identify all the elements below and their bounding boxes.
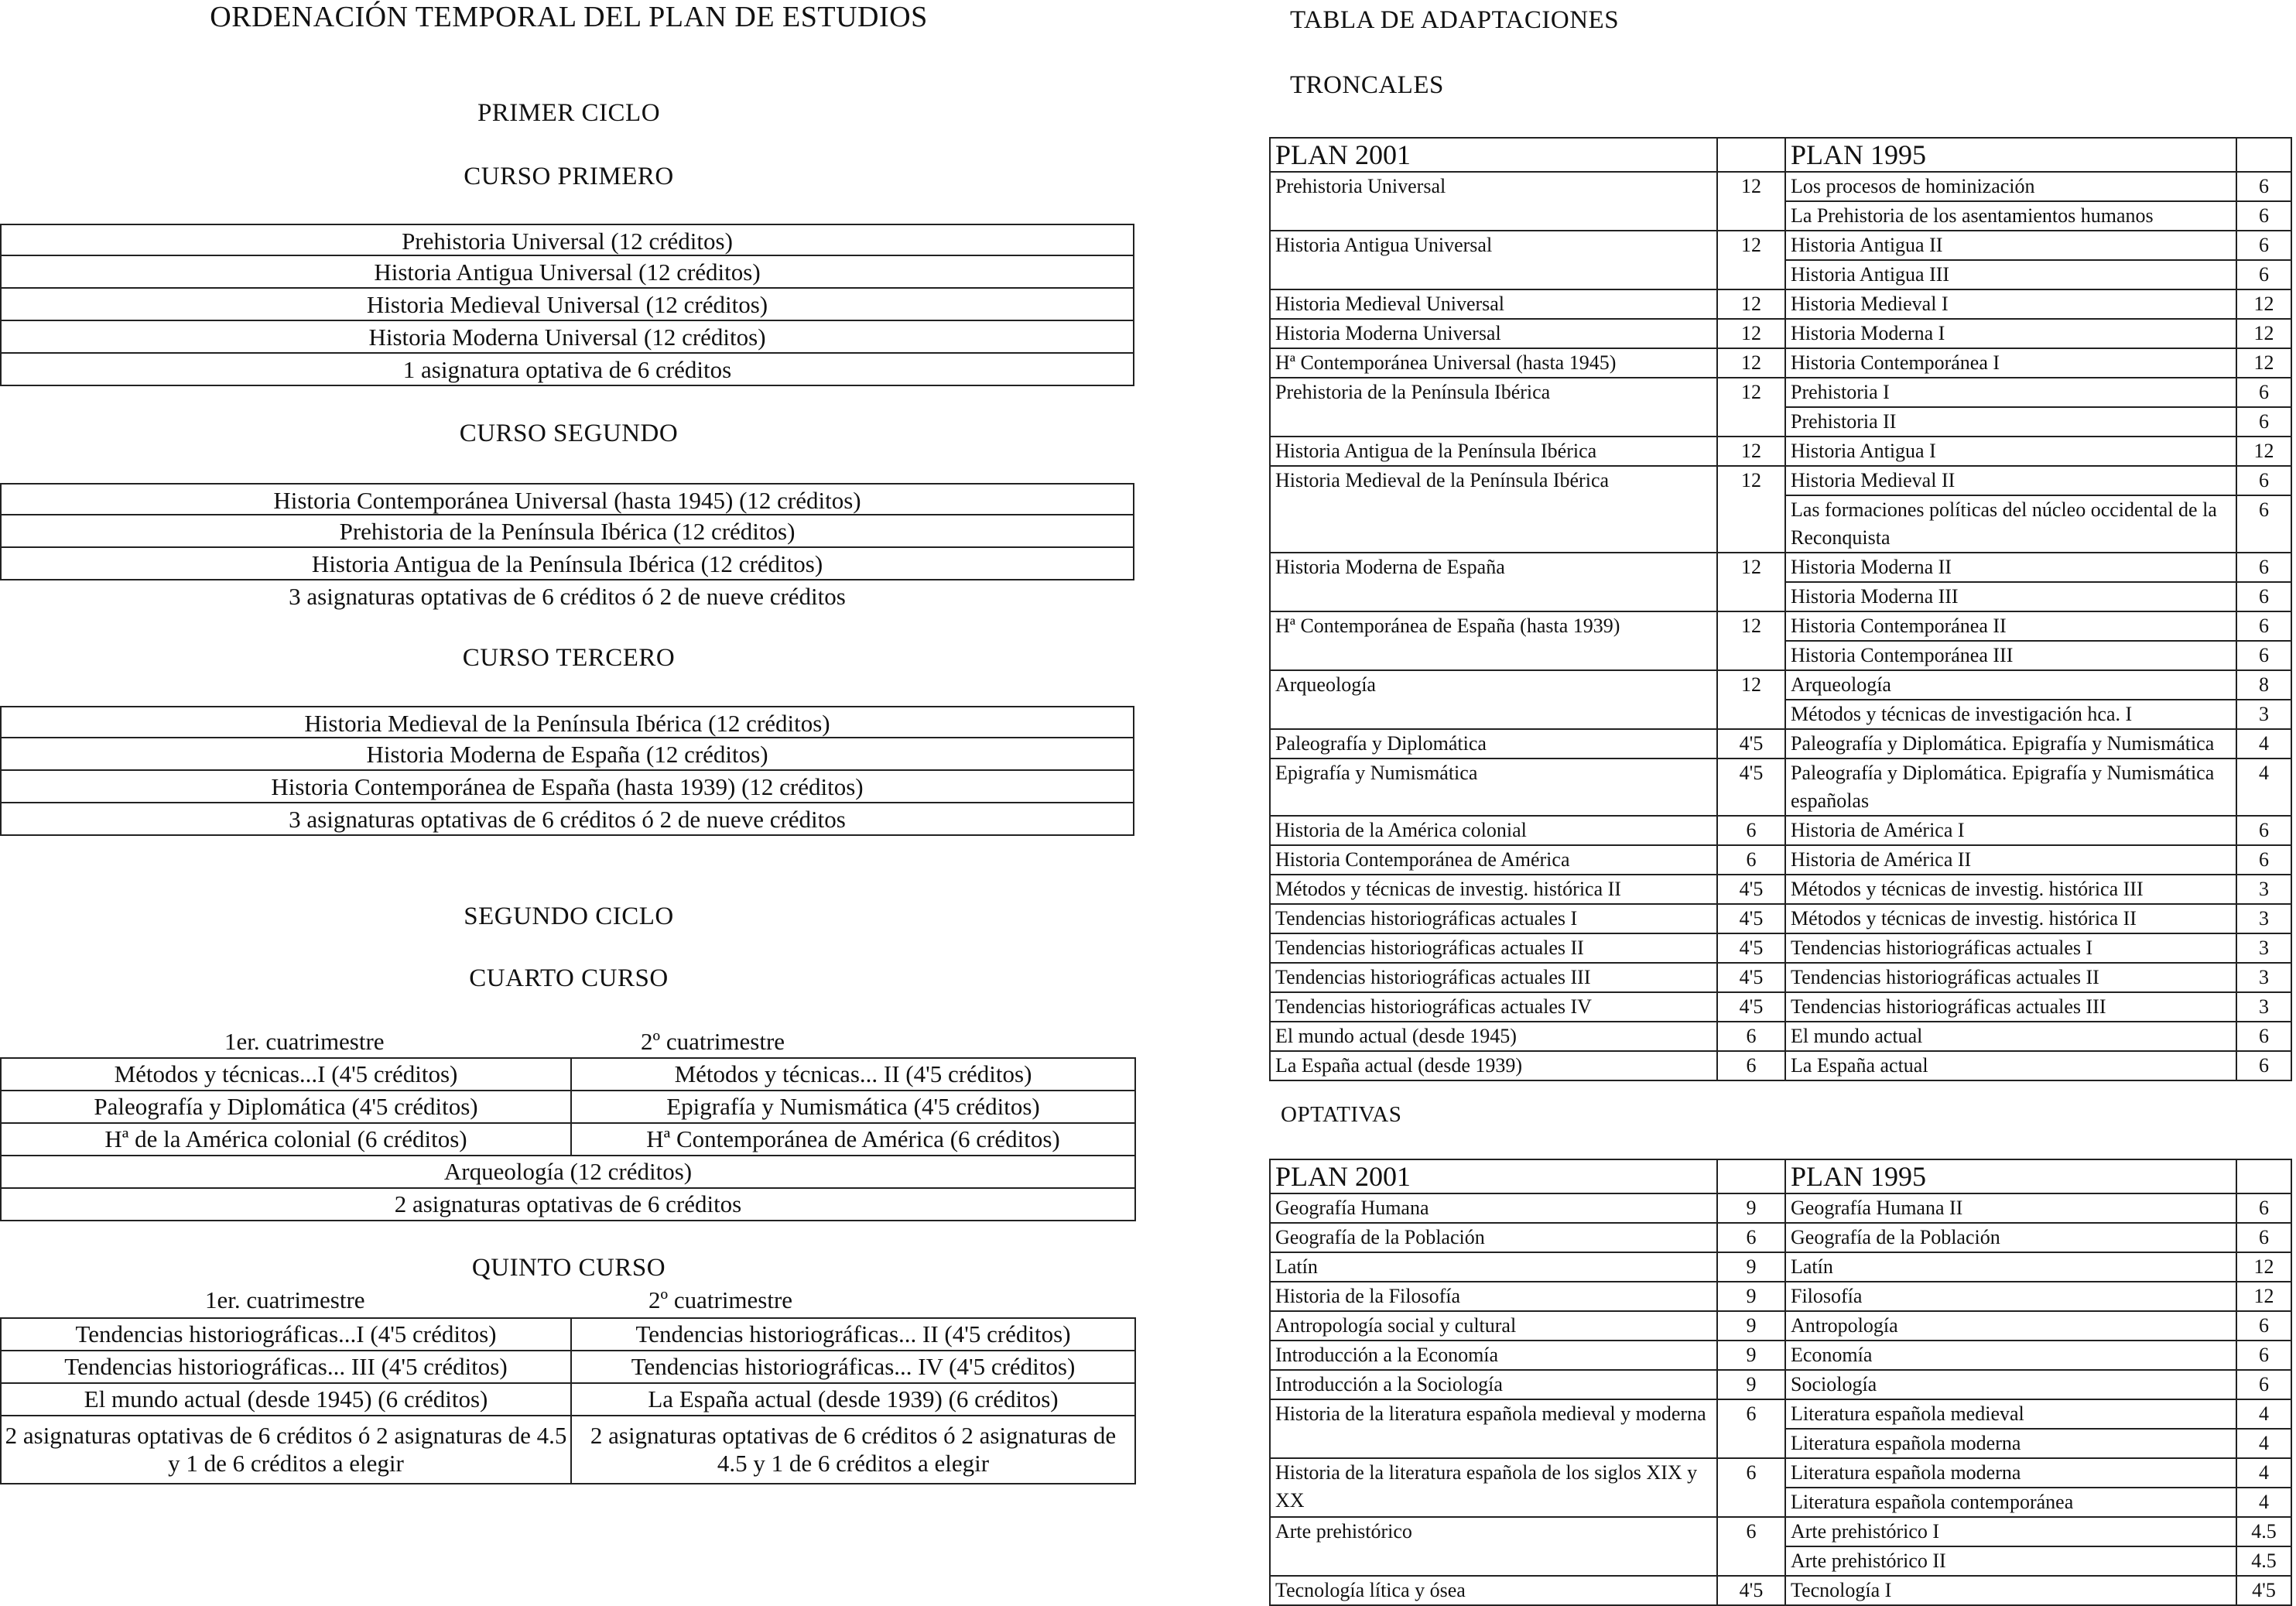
plan-2001-credits: 4'5 [1717, 992, 1785, 1022]
table-row [1270, 1458, 2291, 1488]
table-row [1, 1123, 1135, 1156]
plan-1995-credits: 12 [2236, 319, 2291, 348]
plan-2001-credits: 4'5 [1717, 1576, 1785, 1605]
plan-2001-credits: 4'5 [1717, 758, 1785, 816]
table-row [1270, 1193, 2291, 1223]
plan-1995-subject: Las formaciones políticas del núcleo occidental de la Reconquista [1785, 495, 2236, 553]
plan-2001-credits: 6 [1717, 1399, 1785, 1458]
plan-2001-credits: 12 [1717, 466, 1785, 553]
plan-1995-credits: 6 [2236, 1193, 2291, 1223]
course-row: Prehistoria de la Península Ibérica (12 créditos) [0, 515, 1134, 548]
plan-1995-subject: Paleografía y Diplomática. Epigrafía y Numismática españolas [1785, 758, 2236, 816]
table-row [1270, 348, 2291, 378]
plan-1995-credits: 4 [2236, 758, 2291, 816]
second-semester-label: 2º cuatrimestre [648, 1286, 793, 1313]
plan-1995-credits: 4.5 [2236, 1546, 2291, 1576]
plan-2001-subject: Paleografía y Diplomática [1270, 729, 1717, 758]
plan-1995-subject: Métodos y técnicas de investig. histórica III [1785, 875, 2236, 904]
course-cell: La España actual (desde 1939) (6 créditos) [571, 1383, 1135, 1416]
plan-1995-subject: Filosofía [1785, 1282, 2236, 1311]
plan-1995-credits: 6 [2236, 231, 2291, 260]
table-row [1270, 1576, 2291, 1605]
plan-2001-subject: El mundo actual (desde 1945) [1270, 1022, 1717, 1051]
course-row: Historia Medieval Universal (12 créditos) [0, 289, 1134, 321]
table-row [1270, 1370, 2291, 1399]
plan-2001-credits: 4'5 [1717, 875, 1785, 904]
plan-1995-credits: 6 [2236, 816, 2291, 845]
troncales-heading: TRONCALES [1290, 71, 1444, 99]
table-row [1, 1318, 1135, 1351]
course-note: 3 asignaturas optativas de 6 créditos ó 2 de nueve créditos [289, 583, 846, 610]
plan-1995-header: PLAN 1995 [1785, 1159, 2236, 1193]
course-row: Prehistoria Universal (12 créditos) [0, 224, 1134, 256]
table-row [1270, 933, 2291, 963]
plan-1995-credits: 4.5 [2236, 1517, 2291, 1546]
plan-2001-subject: Tendencias historiográficas actuales I [1270, 904, 1717, 933]
plan-1995-credits: 6 [2236, 1223, 2291, 1252]
table-row [1270, 1517, 2291, 1546]
plan-2001-subject: Historia Antigua Universal [1270, 231, 1717, 289]
table-row [1270, 816, 2291, 845]
table-row [1, 1416, 1135, 1484]
plan-1995-subject: Historia de América I [1785, 816, 2236, 845]
plan-1995-credits: 3 [2236, 992, 2291, 1022]
table-row [1270, 437, 2291, 466]
plan-1995-subject: La Prehistoria de los asentamientos humanos [1785, 201, 2236, 231]
plan-2001-subject: Historia Moderna Universal [1270, 319, 1717, 348]
plan-1995-credits: 12 [2236, 348, 2291, 378]
plan-1995-subject: Historia Moderna II [1785, 553, 2236, 582]
table-row [1270, 1311, 2291, 1341]
plan-2001-credits: 4'5 [1717, 904, 1785, 933]
plan-1995-subject: Sociología [1785, 1370, 2236, 1399]
plan-1995-credits: 6 [2236, 407, 2291, 437]
table-row [1270, 875, 2291, 904]
curso-primero-heading: CURSO PRIMERO [464, 163, 674, 190]
plan-2001-subject: Historia Contemporánea de América [1270, 845, 1717, 875]
plan-2001-credits: 12 [1717, 670, 1785, 729]
plan-2001-subject: Geografía Humana [1270, 1193, 1717, 1223]
course-cell: Arqueología (12 créditos) [1, 1156, 1135, 1188]
first-semester-label: 1er. cuatrimestre [224, 1028, 385, 1055]
course-row: Historia Antigua Universal (12 créditos) [0, 256, 1134, 289]
plan-2001-credits: 12 [1717, 348, 1785, 378]
cuarto-curso-heading: CUARTO CURSO [469, 964, 669, 992]
plan-2001-subject: Historia de la Filosofía [1270, 1282, 1717, 1311]
plan-1995-subject: Literatura española contemporánea [1785, 1488, 2236, 1517]
plan-1995-credits: 6 [2236, 260, 2291, 289]
plan-1995-credits: 12 [2236, 1252, 2291, 1282]
plan-2001-header: PLAN 2001 [1270, 138, 1717, 172]
credits-header [2236, 138, 2291, 172]
plan-1995-credits: 3 [2236, 933, 2291, 963]
plan-2001-credits: 12 [1717, 437, 1785, 466]
table-row [1270, 1223, 2291, 1252]
plan-1995-credits: 6 [2236, 466, 2291, 495]
plan-2001-subject: Tendencias historiográficas actuales III [1270, 963, 1717, 992]
plan-1995-subject: Literatura española moderna [1785, 1458, 2236, 1488]
course-cell: 2 asignaturas optativas de 6 créditos [1, 1188, 1135, 1221]
table-row [1270, 611, 2291, 641]
plan-2001-subject: Arte prehistórico [1270, 1517, 1717, 1576]
plan-1995-credits: 6 [2236, 641, 2291, 670]
plan-2001-subject: Hª Contemporánea Universal (hasta 1945) [1270, 348, 1717, 378]
plan-2001-credits: 6 [1717, 845, 1785, 875]
plan-1995-subject: Los procesos de hominización [1785, 172, 2236, 201]
plan-1995-credits: 12 [2236, 437, 2291, 466]
plan-2001-subject: Tecnología lítica y ósea [1270, 1576, 1717, 1605]
table-row [1, 1091, 1135, 1123]
plan-1995-credits: 6 [2236, 1370, 2291, 1399]
plan-1995-subject: Arte prehistórico II [1785, 1546, 2236, 1576]
plan-1995-credits: 3 [2236, 963, 2291, 992]
quinto-semester-labels [0, 1286, 1134, 1317]
table-row [1, 1351, 1135, 1383]
troncales-table [1269, 137, 2292, 1081]
table-row [1270, 729, 2291, 758]
table-row [1270, 1282, 2291, 1311]
plan-2001-subject: La España actual (desde 1939) [1270, 1051, 1717, 1080]
plan-2001-subject: Historia de la América colonial [1270, 816, 1717, 845]
table-header-row [1270, 138, 2291, 172]
table-row [1270, 1022, 2291, 1051]
course-row: Historia Moderna de España (12 créditos) [0, 738, 1134, 771]
table-row [1270, 466, 2291, 495]
plan-2001-subject: Introducción a la Economía [1270, 1341, 1717, 1370]
credits-header [1717, 1159, 1785, 1193]
plan-1995-credits: 4 [2236, 1488, 2291, 1517]
curso-primero-table [0, 224, 1134, 386]
study-plan-column [0, 0, 1138, 1600]
course-cell: Tendencias historiográficas... III (4'5 créditos) [1, 1351, 571, 1383]
plan-2001-subject: Tendencias historiográficas actuales IV [1270, 992, 1717, 1022]
plan-2001-credits: 9 [1717, 1193, 1785, 1223]
table-row [1270, 1341, 2291, 1370]
course-row: Historia Contemporánea de España (hasta 1939) (12 créditos) [0, 771, 1134, 803]
plan-1995-subject: Prehistoria I [1785, 378, 2236, 407]
course-row: 3 asignaturas optativas de 6 créditos ó 2 de nueve créditos [0, 803, 1134, 836]
plan-2001-subject: Historia Medieval de la Península Ibérica [1270, 466, 1717, 553]
study-plan-title: ORDENACIÓN TEMPORAL DEL PLAN DE ESTUDIOS [210, 1, 928, 33]
course-cell: Tendencias historiográficas... II (4'5 créditos) [571, 1318, 1135, 1351]
plan-2001-credits: 12 [1717, 319, 1785, 348]
plan-1995-credits: 6 [2236, 172, 2291, 201]
table-row [1270, 758, 2291, 816]
plan-2001-credits: 4'5 [1717, 729, 1785, 758]
table-row [1, 1383, 1135, 1416]
table-row [1, 1188, 1135, 1221]
plan-1995-subject: Prehistoria II [1785, 407, 2236, 437]
table-row [1270, 845, 2291, 875]
first-semester-label: 1er. cuatrimestre [205, 1286, 365, 1313]
plan-1995-credits: 4'5 [2236, 1576, 2291, 1605]
plan-1995-credits: 6 [2236, 1051, 2291, 1080]
plan-1995-subject: Tendencias historiográficas actuales II [1785, 963, 2236, 992]
quinto-curso-table [0, 1317, 1136, 1484]
course-cell: Epigrafía y Numismática (4'5 créditos) [571, 1091, 1135, 1123]
course-cell: Métodos y técnicas... II (4'5 créditos) [571, 1058, 1135, 1091]
plan-2001-subject: Hª Contemporánea de España (hasta 1939) [1270, 611, 1717, 670]
course-row: Historia Moderna Universal (12 créditos) [0, 321, 1134, 354]
plan-2001-credits: 12 [1717, 378, 1785, 437]
plan-2001-subject: Geografía de la Población [1270, 1223, 1717, 1252]
plan-1995-subject: Historia Antigua III [1785, 260, 2236, 289]
plan-1995-credits: 6 [2236, 611, 2291, 641]
course-cell: El mundo actual (desde 1945) (6 créditos) [1, 1383, 571, 1416]
plan-2001-subject: Epigrafía y Numismática [1270, 758, 1717, 816]
plan-2001-credits: 9 [1717, 1341, 1785, 1370]
plan-1995-subject: Historia Contemporánea III [1785, 641, 2236, 670]
plan-1995-subject: La España actual [1785, 1051, 2236, 1080]
course-row: Historia Medieval de la Península Ibérica (12 créditos) [0, 706, 1134, 738]
course-cell: Tendencias historiográficas...I (4'5 créditos) [1, 1318, 571, 1351]
credits-header [2236, 1159, 2291, 1193]
plan-2001-credits: 12 [1717, 289, 1785, 319]
plan-2001-subject: Arqueología [1270, 670, 1717, 729]
plan-1995-credits: 6 [2236, 582, 2291, 611]
table-row [1, 1058, 1135, 1091]
plan-1995-credits: 8 [2236, 670, 2291, 700]
table-row [1270, 1399, 2291, 1429]
plan-2001-subject: Prehistoria de la Península Ibérica [1270, 378, 1717, 437]
plan-2001-credits: 9 [1717, 1311, 1785, 1341]
plan-1995-credits: 6 [2236, 1022, 2291, 1051]
table-row [1270, 231, 2291, 260]
plan-2001-credits: 6 [1717, 1022, 1785, 1051]
plan-1995-credits: 6 [2236, 553, 2291, 582]
plan-2001-subject: Introducción a la Sociología [1270, 1370, 1717, 1399]
plan-1995-credits: 4 [2236, 1458, 2291, 1488]
plan-2001-credits: 6 [1717, 1051, 1785, 1080]
plan-1995-subject: Tecnología I [1785, 1576, 2236, 1605]
plan-2001-credits: 12 [1717, 172, 1785, 231]
plan-2001-credits: 9 [1717, 1252, 1785, 1282]
plan-1995-subject: Economía [1785, 1341, 2236, 1370]
plan-2001-subject: Historia Antigua de la Península Ibérica [1270, 437, 1717, 466]
plan-1995-credits: 6 [2236, 378, 2291, 407]
plan-1995-subject: Historia Contemporánea II [1785, 611, 2236, 641]
plan-2001-subject: Historia de la literatura española medieval y moderna [1270, 1399, 1717, 1458]
plan-1995-subject: Historia Moderna I [1785, 319, 2236, 348]
plan-2001-credits: 6 [1717, 1458, 1785, 1517]
plan-2001-credits: 4'5 [1717, 963, 1785, 992]
plan-2001-credits: 9 [1717, 1370, 1785, 1399]
table-row [1270, 289, 2291, 319]
plan-1995-subject: Geografía de la Población [1785, 1223, 2236, 1252]
plan-1995-subject: Métodos y técnicas de investig. histórica II [1785, 904, 2236, 933]
table-row [1270, 172, 2291, 201]
plan-1995-subject: El mundo actual [1785, 1022, 2236, 1051]
plan-1995-credits: 6 [2236, 1311, 2291, 1341]
plan-2001-credits: 6 [1717, 1517, 1785, 1576]
plan-2001-subject: Antropología social y cultural [1270, 1311, 1717, 1341]
table-row [1270, 319, 2291, 348]
plan-1995-subject: Historia Antigua II [1785, 231, 2236, 260]
course-cell: Métodos y técnicas...I (4'5 créditos) [1, 1058, 571, 1091]
plan-2001-credits: 9 [1717, 1282, 1785, 1311]
table-row [1270, 904, 2291, 933]
credits-header [1717, 138, 1785, 172]
plan-1995-credits: 3 [2236, 904, 2291, 933]
table-row [1270, 992, 2291, 1022]
course-cell: 2 asignaturas optativas de 6 créditos ó 2 asignaturas de 4.5 y 1 de 6 créditos a elegir [571, 1416, 1135, 1484]
plan-2001-subject: Tendencias historiográficas actuales II [1270, 933, 1717, 963]
segundo-ciclo-heading: SEGUNDO CICLO [464, 902, 674, 930]
plan-2001-credits: 6 [1717, 816, 1785, 845]
table-row [1270, 553, 2291, 582]
plan-1995-subject: Tendencias historiográficas actuales I [1785, 933, 2236, 963]
optativas-table [1269, 1159, 2292, 1606]
course-cell: Hª de la América colonial (6 créditos) [1, 1123, 571, 1156]
course-cell: Tendencias historiográficas... IV (4'5 créditos) [571, 1351, 1135, 1383]
plan-1995-subject: Arte prehistórico I [1785, 1517, 2236, 1546]
plan-2001-header: PLAN 2001 [1270, 1159, 1717, 1193]
plan-2001-subject: Métodos y técnicas de investig. histórica II [1270, 875, 1717, 904]
plan-1995-credits: 3 [2236, 875, 2291, 904]
course-row: 1 asignatura optativa de 6 créditos [0, 354, 1134, 386]
course-cell: Hª Contemporánea de América (6 créditos) [571, 1123, 1135, 1156]
plan-1995-credits: 12 [2236, 1282, 2291, 1311]
course-cell: Paleografía y Diplomática (4'5 créditos) [1, 1091, 571, 1123]
plan-1995-subject: Historia de América II [1785, 845, 2236, 875]
plan-1995-credits: 6 [2236, 845, 2291, 875]
course-row: Historia Contemporánea Universal (hasta 1945) (12 créditos) [0, 483, 1134, 515]
plan-1995-subject: Tendencias historiográficas actuales III [1785, 992, 2236, 1022]
plan-1995-credits: 4 [2236, 729, 2291, 758]
adaptation-title: TABLA DE ADAPTACIONES [1290, 6, 1620, 34]
plan-1995-subject: Geografía Humana II [1785, 1193, 2236, 1223]
quinto-curso-heading: QUINTO CURSO [471, 1254, 666, 1282]
plan-2001-subject: Historia Moderna de España [1270, 553, 1717, 611]
plan-1995-subject: Historia Medieval II [1785, 466, 2236, 495]
second-semester-label: 2º cuatrimestre [641, 1028, 785, 1055]
curso-segundo-heading: CURSO SEGUNDO [459, 419, 679, 447]
plan-1995-credits: 6 [2236, 1341, 2291, 1370]
primer-ciclo-heading: PRIMER CICLO [477, 99, 661, 127]
plan-1995-credits: 4 [2236, 1429, 2291, 1458]
plan-1995-subject: Métodos y técnicas de investigación hca. I [1785, 700, 2236, 729]
plan-1995-subject: Paleografía y Diplomática. Epigrafía y Numismática [1785, 729, 2236, 758]
plan-1995-subject: Literatura española moderna [1785, 1429, 2236, 1458]
plan-2001-credits: 12 [1717, 611, 1785, 670]
plan-2001-subject: Latín [1270, 1252, 1717, 1282]
course-row: Historia Antigua de la Península Ibérica (12 créditos) [0, 548, 1134, 580]
table-header-row [1270, 1159, 2291, 1193]
plan-1995-subject: Historia Contemporánea I [1785, 348, 2236, 378]
adaptation-column [1269, 0, 2296, 1600]
table-row [1270, 670, 2291, 700]
table-row [1270, 1051, 2291, 1080]
plan-1995-subject: Historia Moderna III [1785, 582, 2236, 611]
plan-2001-credits: 4'5 [1717, 933, 1785, 963]
plan-2001-subject: Historia Medieval Universal [1270, 289, 1717, 319]
plan-2001-subject: Historia de la literatura española de los siglos XIX y XX [1270, 1458, 1717, 1517]
table-row [1, 1156, 1135, 1188]
table-row [1270, 963, 2291, 992]
curso-tercero-table [0, 706, 1134, 836]
curso-segundo-table [0, 483, 1134, 613]
plan-1995-subject: Arqueología [1785, 670, 2236, 700]
plan-2001-credits: 12 [1717, 231, 1785, 289]
plan-2001-subject: Prehistoria Universal [1270, 172, 1717, 231]
plan-1995-subject: Latín [1785, 1252, 2236, 1282]
plan-1995-header: PLAN 1995 [1785, 138, 2236, 172]
plan-1995-credits: 12 [2236, 289, 2291, 319]
plan-1995-credits: 6 [2236, 495, 2291, 553]
plan-1995-subject: Historia Medieval I [1785, 289, 2236, 319]
plan-1995-subject: Literatura española medieval [1785, 1399, 2236, 1429]
table-row [1270, 378, 2291, 407]
curso-tercero-heading: CURSO TERCERO [462, 644, 676, 672]
table-row [1270, 1252, 2291, 1282]
plan-1995-credits: 4 [2236, 1399, 2291, 1429]
plan-1995-credits: 3 [2236, 700, 2291, 729]
cuarto-semester-labels [0, 1028, 1134, 1059]
plan-2001-credits: 12 [1717, 553, 1785, 611]
plan-1995-subject: Antropología [1785, 1311, 2236, 1341]
plan-2001-credits: 6 [1717, 1223, 1785, 1252]
cuarto-curso-table [0, 1057, 1136, 1221]
plan-1995-credits: 6 [2236, 201, 2291, 231]
course-cell: 2 asignaturas optativas de 6 créditos ó 2 asignaturas de 4.5 y 1 de 6 créditos a elegir [1, 1416, 571, 1484]
plan-1995-subject: Historia Antigua I [1785, 437, 2236, 466]
optativas-heading: OPTATIVAS [1281, 1102, 1402, 1127]
